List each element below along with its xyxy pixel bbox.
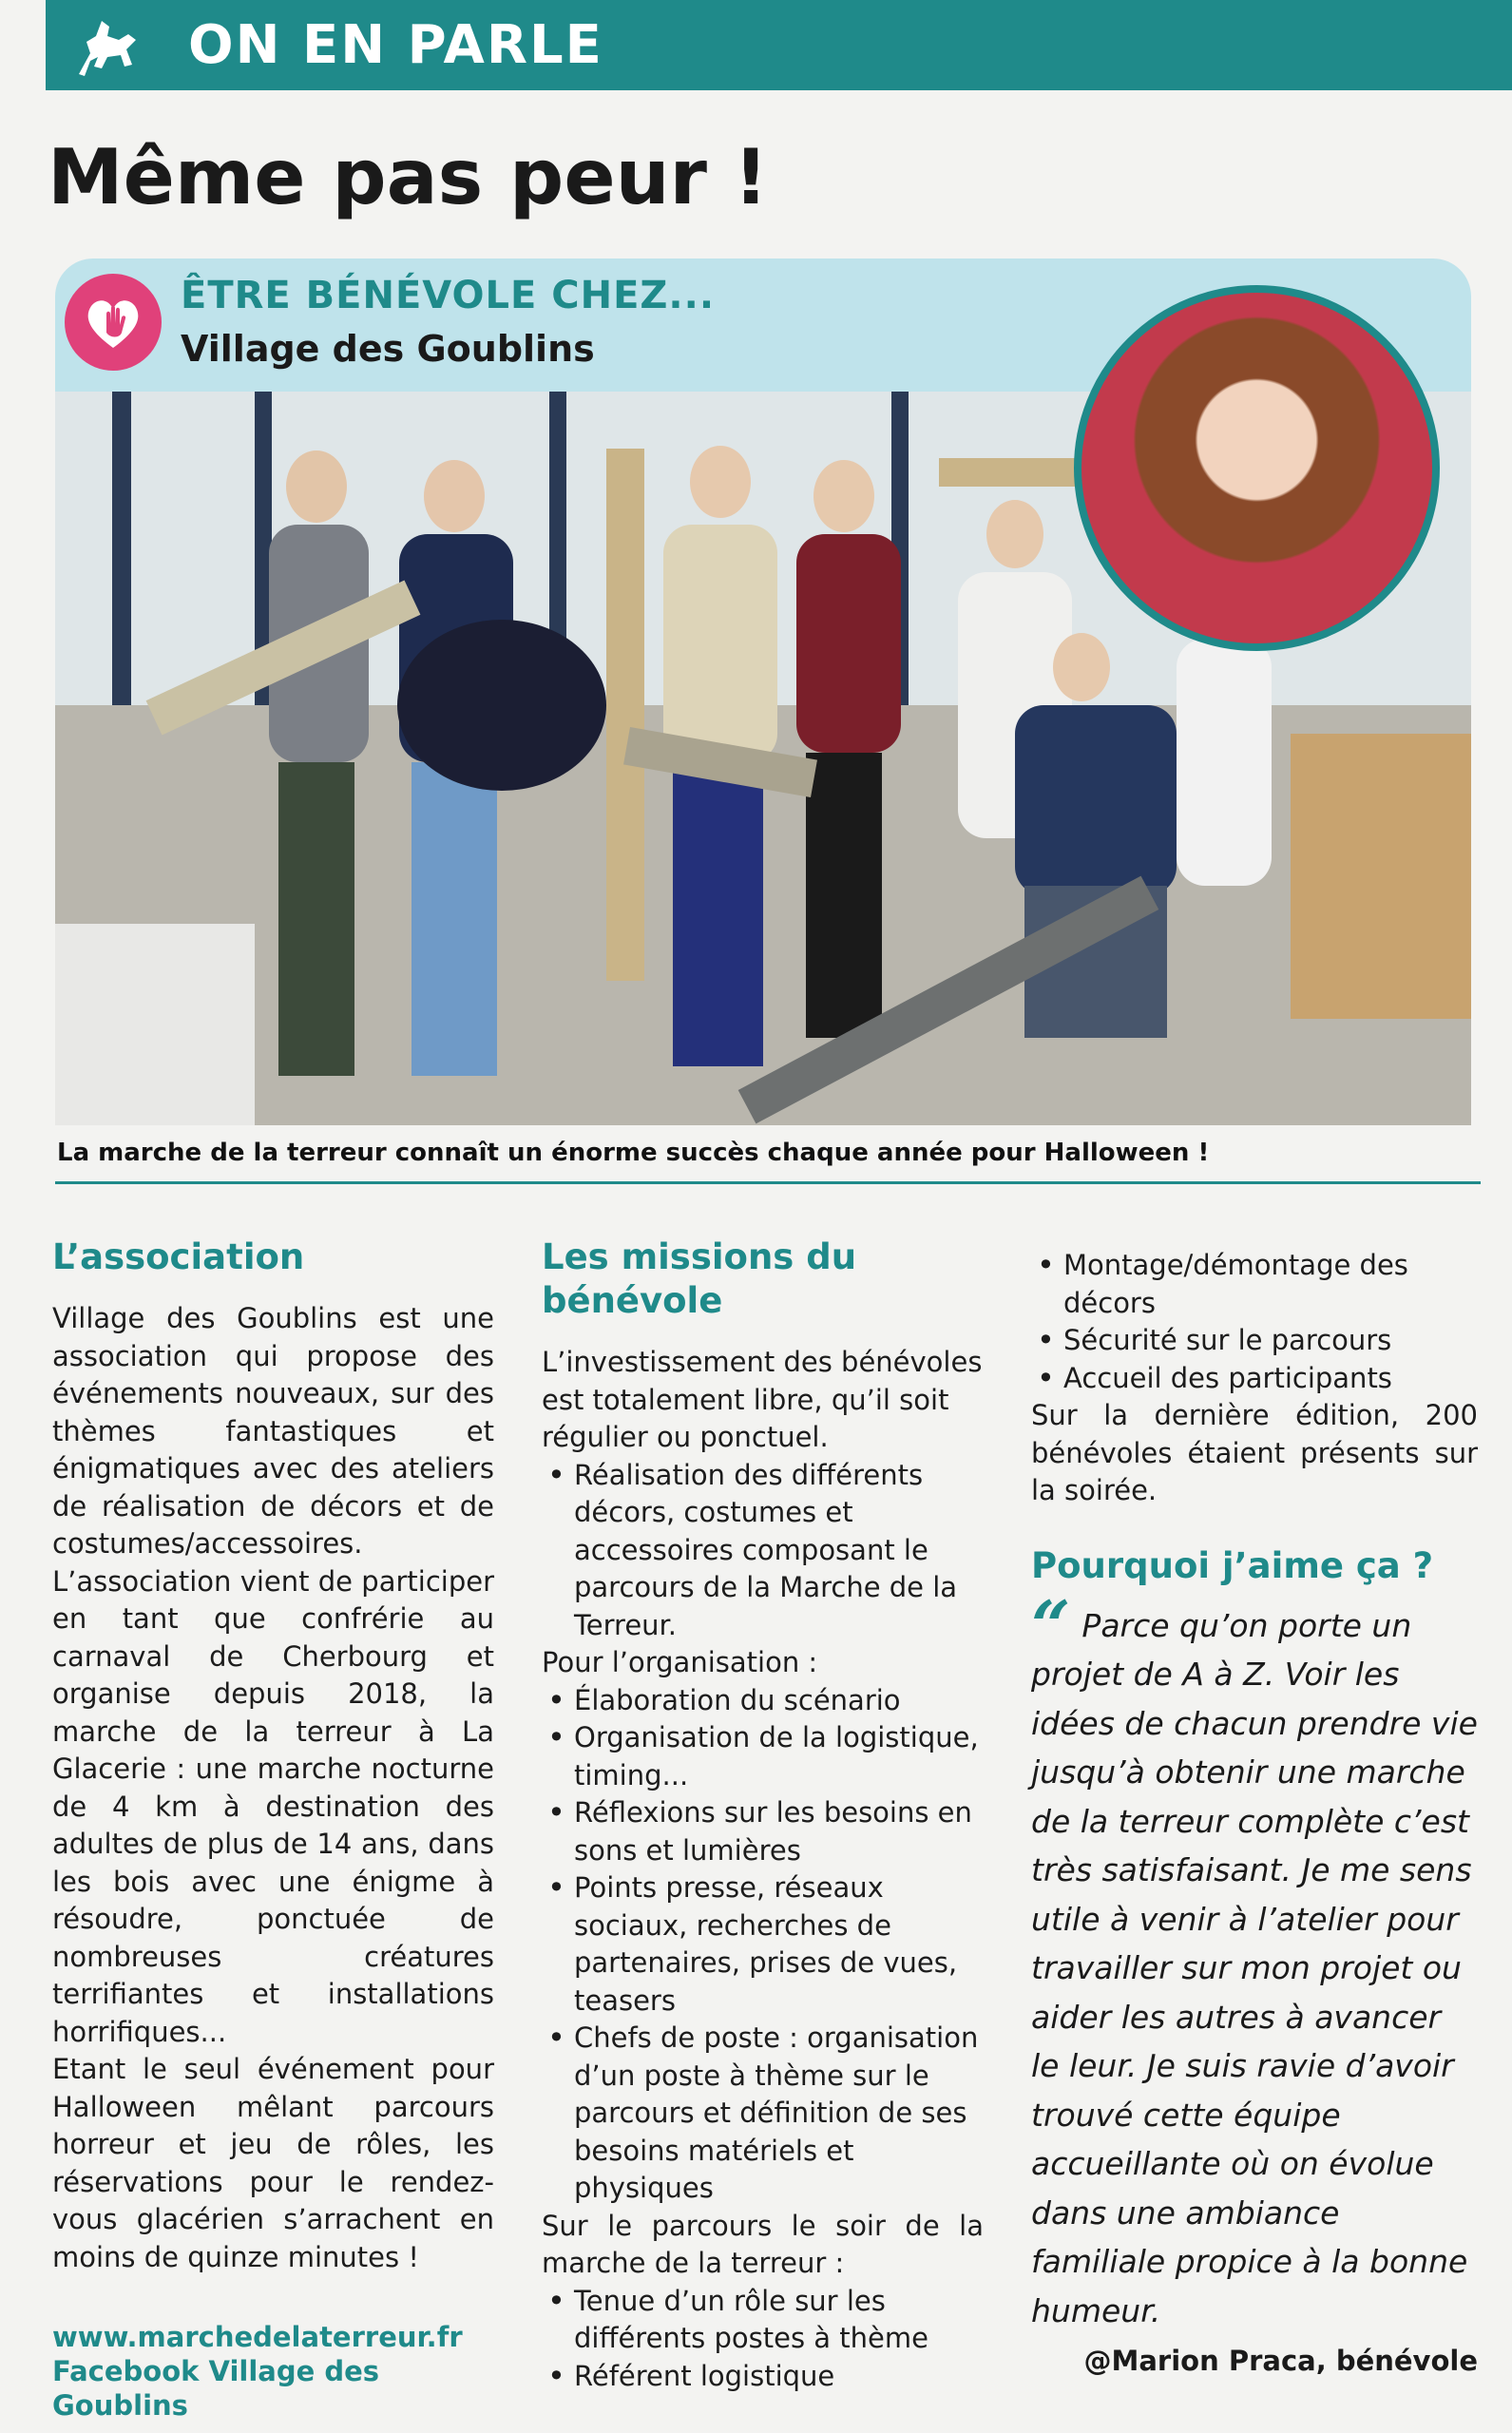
list-item: • Élaboration du scénario — [542, 1682, 984, 1720]
missions-list-d — [1031, 1247, 1478, 1397]
association-title: L’association — [52, 1236, 305, 1277]
quote-mark-icon: “ — [1031, 1584, 1071, 1666]
list-item: • Organisation de la logistique, timing... — [542, 1719, 984, 1794]
banner-label: ON EN PARLE — [188, 14, 603, 76]
organization-heading: Pour l’organisation : — [542, 1646, 818, 1678]
association-text — [52, 1300, 494, 2276]
volunteer-portrait — [1074, 285, 1440, 651]
quote-text: Parce qu’on porte un projet de A à Z. Voir les idées de chacun prendre vie jusqu’à obtenir une marche de la terreur complète c’est très satisfaisant. Je me sens utile à venir à l’atelier pour travailler sur mon projet ou aider les autres à avancer le leur. Je suis ravie d’avoir trouvé cette équipe accueillante où on évolue dans une ambiance familiale propice à la bonne humeur. — [1031, 1606, 1478, 2329]
testimonial-quote — [1031, 1584, 1478, 2336]
list-item: • Référent logistique — [542, 2358, 984, 2396]
volunteer-organization: Village des Goublins — [181, 328, 595, 370]
heart-hand-icon — [65, 274, 162, 371]
section-banner — [46, 0, 1512, 90]
volunteer-header-title: ÊTRE BÉNÉVOLE CHEZ... — [181, 274, 716, 317]
missions-column — [542, 1236, 984, 2395]
association-paragraph: Village des Goublins est une association qui propose des événements nouveaux, sur des thèmes fantastiques et énigmatiques avec des ateliers de réalisation de décors et de costumes/accessoires. — [52, 1302, 494, 1560]
list-item: • Accueil des participants — [1031, 1360, 1478, 1398]
association-column — [52, 1236, 494, 2423]
list-item: • Réalisation des différents décors, costumes et accessoires composant le parcours de la Marche de la Terreur. — [542, 1457, 984, 1645]
facebook-link[interactable]: Facebook Village des Goublins — [52, 2355, 380, 2422]
website-link[interactable]: www.marchedelaterreur.fr — [52, 2321, 463, 2353]
association-paragraph: Etant le seul événement pour Halloween mêlant parcours horreur et jeu de rôles, les réservations pour le rendez-vous glacérien s’arrachent en moins de quinze minutes ! — [52, 2053, 494, 2273]
list-item: • Montage/démontage des décors — [1031, 1247, 1478, 1322]
page-title: Même pas peur ! — [48, 133, 769, 221]
missions-title: Les missions du bénévole — [542, 1236, 857, 1321]
missions-list-a — [542, 1457, 984, 1645]
list-item: • Points presse, réseaux sociaux, recherches de partenaires, prises de vues, teasers — [542, 1869, 984, 2020]
horse-rider-icon — [46, 0, 169, 90]
list-item: • Réflexions sur les besoins en sons et lumières — [542, 1794, 984, 1869]
missions-intro: L’investissement des bénévoles est totalement libre, qu’il soit régulier ou ponctuel. — [542, 1346, 983, 1453]
list-item: • Tenue d’un rôle sur les différents postes à thème — [542, 2283, 984, 2358]
missions-list-c — [542, 2283, 984, 2396]
photo-caption: La marche de la terreur connaît un énorme succès chaque année pour Halloween ! — [57, 1139, 1210, 1167]
volunteer-count-note: Sur la dernière édition, 200 bénévoles étaient présents sur la soirée. — [1031, 1399, 1478, 1506]
evening-heading: Sur le parcours le soir de la marche de la terreur : — [542, 2209, 984, 2279]
links-block — [52, 2320, 494, 2423]
quote-column — [1031, 1247, 1478, 2377]
list-item: • Sécurité sur le parcours — [1031, 1322, 1478, 1360]
missions-list-b — [542, 1682, 984, 2208]
quote-signature: @Marion Praca, bénévole — [1083, 2345, 1478, 2377]
divider — [55, 1181, 1481, 1184]
quote-title: Pourquoi j’aime ça ? — [1031, 1544, 1434, 1586]
list-item: • Chefs de poste : organisation d’un poste à thème sur le parcours et définition de ses besoins matériels et physiques — [542, 2020, 984, 2208]
association-paragraph: L’association vient de participer en tant que confrérie au carnaval de Cherbourg et organise depuis 2018, la marche de la terreur à La Glacerie : une marche nocturne de 4 km à destination des adultes de plus de 14 ans, dans les bois avec une énigme à résoudre, ponctuée de nombreuses créatures terrifiantes et installations horrifiques... — [52, 1564, 494, 2048]
